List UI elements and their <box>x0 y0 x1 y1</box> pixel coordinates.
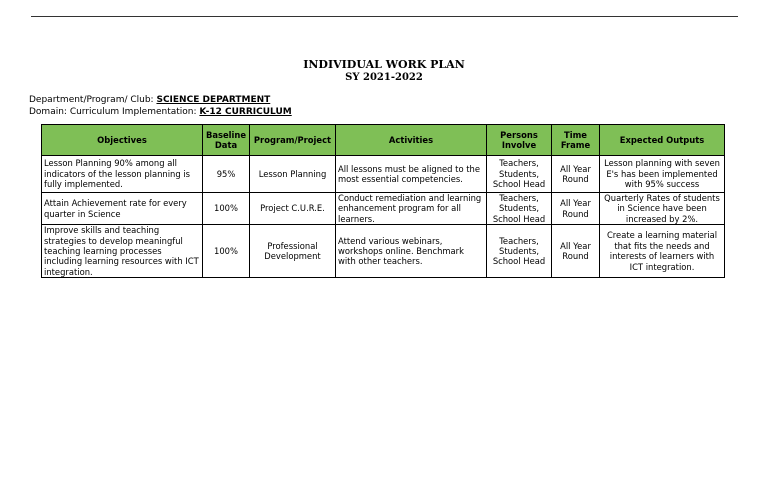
department-label: Department/Program/ Club: <box>29 95 154 105</box>
cell-time-frame: All Year Round <box>552 156 600 193</box>
cell-objective: Improve skills and teaching strategies to develop meaningful teaching learning processes including learning resources with ICT integration. <box>42 225 203 278</box>
work-plan-table <box>41 124 725 278</box>
cell-persons: Teachers, Students, School Head <box>487 225 552 278</box>
school-year: SY 2021-2022 <box>345 72 423 83</box>
cell-activities: All lessons must be aligned to the most essential competencies. <box>336 156 487 193</box>
cell-persons: Teachers, Students, School Head <box>487 193 552 225</box>
cell-activities: Attend various webinars, workshops online. Benchmark with other teachers. <box>336 225 487 278</box>
domain-label: Domain: Curriculum Implementation: <box>29 107 197 117</box>
cell-outputs: Create a learning material that fits the needs and interests of learners with ICT integration. <box>600 225 725 278</box>
department-line <box>29 95 270 105</box>
domain-line <box>29 107 292 117</box>
table-header-row <box>42 125 725 156</box>
col-header-program: Program/Project <box>250 125 336 156</box>
cell-outputs: Quarterly Rates of students in Science have been increased by 2%. <box>600 193 725 225</box>
cell-activities: Conduct remediation and learning enhancement program for all learners. <box>336 193 487 225</box>
cell-baseline: 100% <box>203 225 250 278</box>
col-header-activities: Activities <box>336 125 487 156</box>
col-header-outputs: Expected Outputs <box>600 125 725 156</box>
cell-time-frame: All Year Round <box>552 225 600 278</box>
col-header-baseline: Baseline Data <box>203 125 250 156</box>
cell-program: Project C.U.R.E. <box>250 193 336 225</box>
cell-objective: Lesson Planning 90% among all indicators of the lesson planning is fully implemented. <box>42 156 203 193</box>
cell-objective: Attain Achievement rate for every quarter in Science <box>42 193 203 225</box>
domain-value: K-12 CURRICULUM <box>199 107 292 117</box>
table-row <box>42 156 725 193</box>
document-title: INDIVIDUAL WORK PLAN <box>303 58 465 71</box>
table-row <box>42 225 725 278</box>
col-header-objectives: Objectives <box>42 125 203 156</box>
col-header-time-frame: Time Frame <box>552 125 600 156</box>
cell-program: Professional Development <box>250 225 336 278</box>
cell-persons: Teachers, Students, School Head <box>487 156 552 193</box>
cell-baseline: 95% <box>203 156 250 193</box>
cell-baseline: 100% <box>203 193 250 225</box>
top-rule <box>31 16 738 17</box>
department-value: SCIENCE DEPARTMENT <box>156 95 271 105</box>
cell-time-frame: All Year Round <box>552 193 600 225</box>
col-header-persons: Persons Involve <box>487 125 552 156</box>
cell-program: Lesson Planning <box>250 156 336 193</box>
table-row <box>42 193 725 225</box>
cell-outputs: Lesson planning with seven E's has been implemented with 95% success <box>600 156 725 193</box>
